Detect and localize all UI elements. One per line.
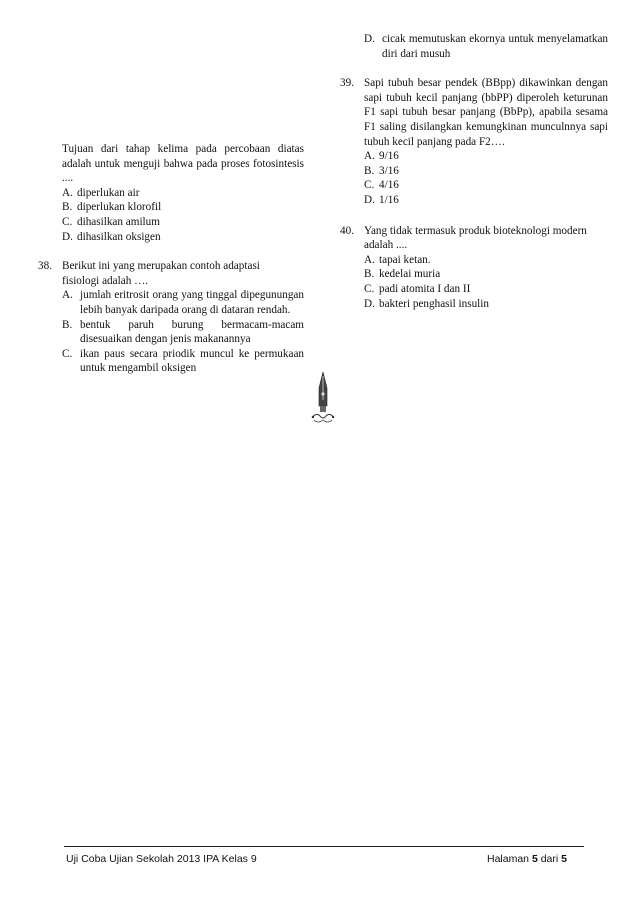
option-a: A. jumlah eritrosit orang yang tinggal dipegunungan lebih banyak daripada orang di dataran rendah. [62,289,304,316]
option-c: C. 4/16 [364,179,399,192]
question-text: Sapi tubuh besar pendek (BBpp) dikawinkan dengan sapi tubuh kecil panjang (bbPP) diperoleh keturunan F1 sapi tubuh besar panjang (BbPp), apabila sesama F1 saling disilangkan kemungkinan munculnnya sapi tubuh kecil panjang pada F2…. [364,77,608,148]
option-d: D. 1/16 [364,193,399,206]
question-39 [340,76,608,207]
option-d: D. bakteri penghasil insulin [364,297,489,310]
intro-options [62,186,304,244]
option-b: B. 3/16 [364,164,399,177]
fountain-pen-nib-icon [308,370,338,426]
intro-block [62,142,304,244]
option-c: C. padi atomita I dan II [364,282,471,295]
footer-left: Uji Coba Ujian Sekolah 2013 IPA Kelas 9 [66,853,257,865]
option-a: A. diperlukan air [62,186,140,199]
option-b: B. diperlukan klorofil [62,201,162,214]
question-38-continued [364,32,608,61]
option-a: A. tapai ketan. [364,253,431,266]
right-column [340,32,608,311]
option-a: A. 9/16 [364,150,399,163]
option-d: D. dihasilkan oksigen [62,230,161,243]
question-40 [340,224,608,312]
page-number: Halaman 5 dari 5 [487,853,567,865]
question-text: Berikut ini yang merupakan contoh adaptasi fisiologi adalah …. [62,260,260,287]
question-number: 39. [340,77,354,90]
footer-divider [64,846,584,847]
option-d: D. cicak memutuskan ekornya untuk menyelamatkan diri dari musuh [364,33,608,60]
left-column [38,142,304,376]
question-text: Yang tidak termasuk produk bioteknologi modern adalah .... [364,224,587,252]
option-b: B. kedelai muria [364,268,441,281]
question-number: 40. [340,224,354,237]
question-38 [38,259,304,376]
intro-text: Tujuan dari tahap kelima pada percobaan diatas adalah untuk menguji bahwa pada proses fotosintesis .... [62,143,304,185]
option-c: C. ikan paus secara priodik muncul ke permukaan untuk mengambil oksigen [62,347,304,375]
question-number: 38. [38,260,52,273]
option-c: C. dihasilkan amilum [62,215,160,228]
option-b: B. bentuk paruh burung bermacam-macam disesuaikan dengan jenis makanannya [62,318,304,346]
